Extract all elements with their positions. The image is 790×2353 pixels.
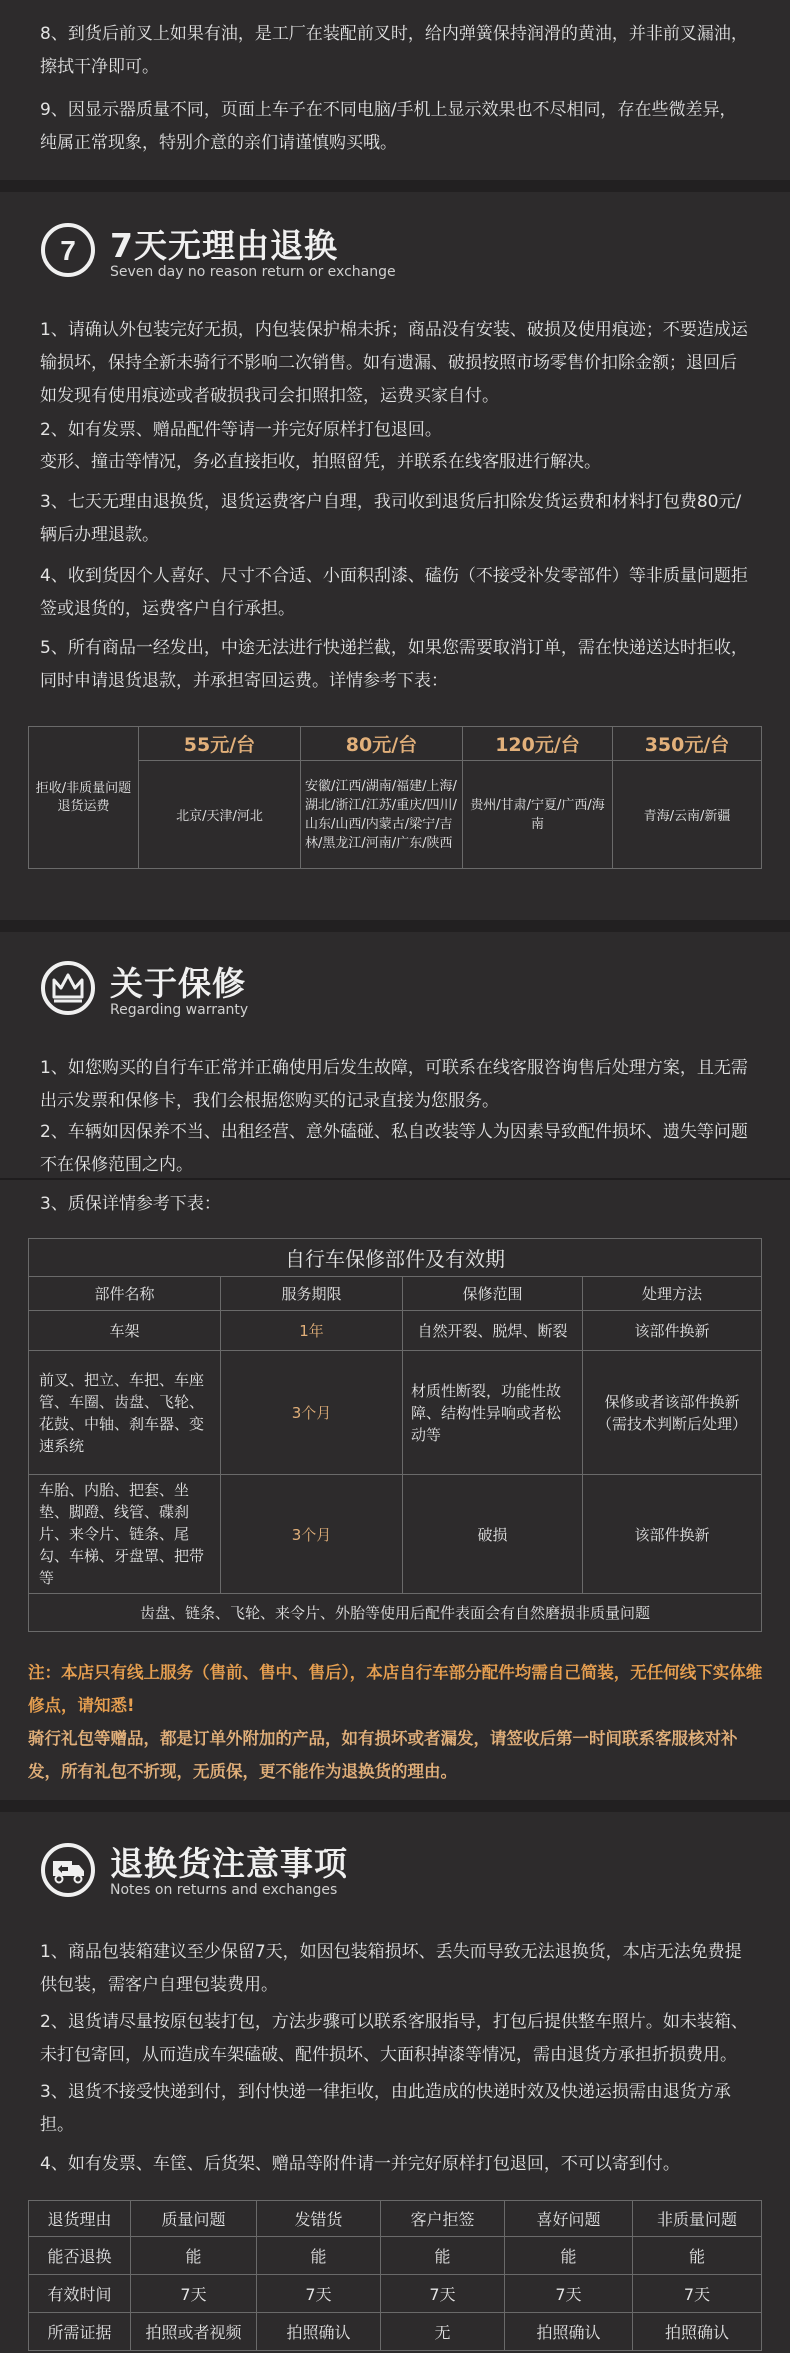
exchange-cell: 7天	[505, 2275, 633, 2313]
fee-region-4: 青海/云南/新疆	[613, 761, 762, 869]
warranty-row-scope: 破损	[403, 1475, 583, 1594]
warranty-row-period: 3个月	[221, 1475, 403, 1594]
fee-price-4: 350元/台	[613, 727, 762, 761]
warranty-header-scope: 保修范围	[403, 1277, 583, 1311]
warranty-note-1: 注：本店只有线上服务（售前、售中、售后），本店自行车部分配件均需自己简装，无任何线下实体维修点，请知悉!	[28, 1663, 763, 1715]
exchange-cell: 发错货	[257, 2201, 381, 2237]
fee-price-1: 55元/台	[139, 727, 301, 761]
section-subtitle: Regarding warranty	[110, 1002, 249, 1018]
section-title: 关于保修	[110, 964, 246, 1003]
warranty-row-method: 该部件换新	[583, 1475, 762, 1594]
exchange-cell: 7天	[257, 2275, 381, 2313]
exchange-cell: 非质量问题	[633, 2201, 762, 2237]
thin-divider	[0, 1178, 790, 1180]
return-item-5: 5、所有商品一经发出，中途无法进行快递拦截，如果您需要取消订单，需在快递送达时拒收，同时申请退货退款，并承担寄回运费。详情参考下表：	[40, 638, 748, 691]
fee-price-2: 80元/台	[301, 727, 463, 761]
svg-text:7: 7	[60, 235, 76, 266]
return-policy-section	[0, 192, 790, 920]
return-item-2: 2、如有发票、赠品配件等请一并完好原样打包退回。	[40, 420, 442, 440]
warranty-note-2: 骑行礼包等赠品，都是订单外附加的产品，如有损坏或者漏发，请签收后第一时间联系客服核对补发，所有礼包不折现，无质保，更不能作为退换货的理由。	[28, 1729, 738, 1781]
warranty-row-part: 车架	[29, 1311, 221, 1351]
exchange-cell: 7天	[131, 2275, 257, 2313]
fee-price-3: 120元/台	[463, 727, 613, 761]
return-item-3: 3、七天无理由退换货，退货运费客户自理，我司收到退货后扣除发货运费和材料打包费80元/辆后办理退款。	[40, 492, 742, 545]
exchange-notes-section	[0, 1812, 790, 2353]
warranty-row-part: 车胎、内胎、把套、坐垫、脚蹬、线管、碟刹片、来令片、链条、尾勾、车梯、牙盘罩、把带等	[29, 1475, 221, 1594]
section-subtitle: Notes on returns and exchanges	[110, 1882, 338, 1898]
warranty-header-period: 服务期限	[221, 1277, 403, 1311]
warranty-header-part: 部件名称	[29, 1277, 221, 1311]
exchange-cell: 能否退换	[29, 2237, 131, 2275]
exchange-cell: 客户拒签	[381, 2201, 505, 2237]
return-item-1: 1、请确认外包装完好无损，内包装保护棉未拆；商品没有安装、破损及使用痕迹；不要造成运输损坏，保持全新未骑行不影响二次销售。如有遗漏、破损按照市场零售价扣除金额；退回后如发现有使用痕迹或者破损我司会扣照扣签，运费买家自付。	[40, 320, 748, 406]
return-fee-table	[28, 726, 762, 869]
exchange-cell: 7天	[633, 2275, 762, 2313]
crown-icon	[40, 960, 96, 1016]
fee-region-1: 北京/天津/河北	[139, 761, 301, 869]
section-subtitle: Seven day no reason return or exchange	[110, 264, 396, 280]
exchange-cell: 能	[131, 2237, 257, 2275]
top-notes-section	[0, 0, 790, 178]
exchange-item-1: 1、商品包装箱建议至少保留7天，如因包装箱损坏、丢失而导致无法退换货，本店无法免费提供包装，需客户自理包装费用。	[40, 1942, 742, 1995]
exchange-cell: 无	[381, 2313, 505, 2351]
section-title: 退换货注意事项	[110, 1844, 348, 1883]
exchange-cell: 能	[381, 2237, 505, 2275]
section-divider	[0, 920, 790, 932]
note-item-8: 8、到货后前叉上如果有油，是工厂在装配前叉时，给内弹簧保持润滑的黄油，并非前叉漏油，擦拭干净即可。	[40, 24, 748, 77]
exchange-cell: 7天	[381, 2275, 505, 2313]
exchange-cell: 拍照确认	[505, 2313, 633, 2351]
section-title: 7天无理由退换	[110, 226, 338, 265]
exchange-cell: 质量问题	[131, 2201, 257, 2237]
warranty-header-method: 处理方法	[583, 1277, 762, 1311]
return-item-2b: 变形、撞击等情况，务必直接拒收，拍照留凭，并联系在线客服进行解决。	[40, 452, 601, 472]
exchange-cell: 退货理由	[29, 2201, 131, 2237]
warranty-row-period: 1年	[221, 1311, 403, 1351]
warranty-row-scope: 自然开裂、脱焊、断裂	[403, 1311, 583, 1351]
fee-row-label: 拒收/非质量问题 退货运费	[29, 727, 139, 869]
exchange-cell: 有效时间	[29, 2275, 131, 2313]
exchange-item-3: 3、退货不接受快递到付，到付快递一律拒收，由此造成的快递时效及快递运损需由退货方承担。	[40, 2082, 731, 2135]
warranty-row-period: 3个月	[221, 1351, 403, 1475]
exchange-cell: 能	[257, 2237, 381, 2275]
warranty-row-method: 该部件换新	[583, 1311, 762, 1351]
warranty-row-method: 保修或者该部件换新（需技术判断后处理）	[583, 1351, 762, 1475]
warranty-table-title: 自行车保修部件及有效期	[29, 1239, 762, 1277]
warranty-item-2: 2、车辆如因保养不当、出租经营、意外磕碰、私自改装等人为因素导致配件损坏、遗失等问题不在保修范围之内。	[40, 1122, 748, 1175]
exchange-item-4: 4、如有发票、车筐、后货架、赠品等附件请一并完好原样打包退回，不可以寄到付。	[40, 2154, 680, 2174]
fee-region-2: 安徽/江西/湖南/福建/上海/湖北/浙江/江苏/重庆/四川/山东/山西/内蒙古/梁宁/吉林/黑龙江/河南/广东/陕西	[301, 761, 463, 869]
section-divider	[0, 180, 790, 192]
warranty-item-3: 3、质保详情参考下表：	[40, 1194, 221, 1214]
warranty-table	[28, 1238, 762, 1632]
exchange-cell: 能	[633, 2237, 762, 2275]
delivery-truck-icon	[40, 1842, 96, 1898]
exchange-cell: 所需证据	[29, 2313, 131, 2351]
exchange-table	[28, 2200, 762, 2351]
exchange-cell: 能	[505, 2237, 633, 2275]
warranty-item-1: 1、如您购买的自行车正常并正确使用后发生故障，可联系在线客服咨询售后处理方案，且无需出示发票和保修卡，我们会根据您购买的记录直接为您服务。	[40, 1058, 748, 1111]
fee-region-3: 贵州/甘肃/宁夏/广西/海南	[463, 761, 613, 869]
exchange-cell: 拍照确认	[633, 2313, 762, 2351]
warranty-row-part: 前叉、把立、车把、车座管、车圈、齿盘、飞轮、花鼓、中轴、刹车器、变速系统	[29, 1351, 221, 1475]
section-divider	[0, 1800, 790, 1812]
warranty-row-scope: 材质性断裂，功能性故障、结构性异响或者松动等	[403, 1351, 583, 1475]
exchange-cell: 拍照或者视频	[131, 2313, 257, 2351]
exchange-cell: 喜好问题	[505, 2201, 633, 2237]
warranty-section	[0, 932, 790, 1800]
return-item-4: 4、收到货因个人喜好、尺寸不合适、小面积刮漆、磕伤（不接受补发零部件）等非质量问题拒签或退货的，运费客户自行承担。	[40, 566, 748, 619]
number-seven-icon	[40, 222, 96, 278]
exchange-item-2: 2、退货请尽量按原包装打包，方法步骤可以联系客服指导，打包后提供整车照片。如未装箱、未打包寄回，从而造成车架磕破、配件损坏、大面积掉漆等情况，需由退货方承担折损费用。	[40, 2012, 748, 2065]
note-item-9: 9、因显示器质量不同，页面上车子在不同电脑/手机上显示效果也不尽相同，存在些微差异，纯属正常现象，特别介意的亲们请谨慎购买哦。	[40, 100, 737, 153]
exchange-cell: 拍照确认	[257, 2313, 381, 2351]
warranty-table-footer: 齿盘、链条、飞轮、来令片、外胎等使用后配件表面会有自然磨损非质量问题	[29, 1594, 762, 1632]
